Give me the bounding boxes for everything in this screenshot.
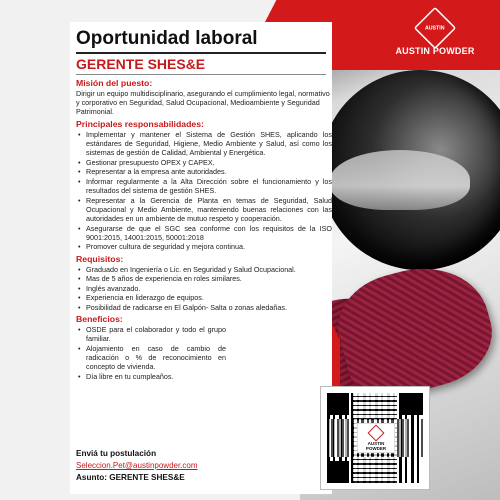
visor-image (330, 150, 470, 210)
list-item: • Graduado en Ingeniería o Lic. en Seguridad y Salud Ocupacional. (76, 265, 332, 274)
responsabilidades-list (76, 130, 332, 252)
list-item: • Representar a la empresa ante autoridades. (76, 167, 332, 176)
list-item: • OSDE para el colaborador y todo el grupo familiar. (76, 325, 226, 343)
list-item: • Promover cultura de seguridad y mejora continua. (76, 242, 332, 251)
qr-logo-icon (368, 425, 385, 442)
page-title: Oportunidad laboral (76, 28, 258, 49)
list-item: • Alojamiento en caso de cambio de radicación o % de reconocimiento en concepto de vivienda. (76, 344, 226, 372)
apply-heading: Enviá tu postulación (76, 449, 157, 458)
qr-logo-text: AUSTIN POWDER (365, 441, 387, 451)
position-title: GERENTE SHES&E (76, 56, 206, 72)
qr-logo (357, 423, 395, 453)
requisitos-heading: Requisitos: (76, 253, 124, 264)
list-item: • Día libre en tu cumpleaños. (76, 372, 226, 381)
position-divider (76, 74, 326, 75)
apply-subject: Asunto: GERENTE SHES&E (76, 473, 185, 482)
brand-name: AUSTIN POWDER (395, 46, 475, 56)
list-item: • Asegurarse de que el SGC sea conforme con los requisitos de la ISO 9001:2015, 14001:2015, 50001:2018 (76, 224, 332, 242)
job-description (76, 76, 332, 382)
apply-section (76, 448, 306, 484)
beneficios-list (76, 325, 226, 381)
logo-diamond-icon (414, 7, 456, 49)
apply-email-link[interactable]: Seleccion.Pet@austinpowder.com (76, 461, 198, 470)
mision-heading: Misión del puesto: (76, 78, 153, 88)
logo-mark-text: AUSTIN (425, 25, 445, 31)
list-item: • Gestionar presupuesto OPEX y CAPEX. (76, 158, 332, 167)
beneficios-heading: Beneficios: (76, 314, 123, 325)
list-item: • Experiencia en liderazgo de equipos. (76, 293, 332, 302)
qr-card (320, 386, 430, 490)
requisitos-list (76, 265, 332, 313)
title-divider (76, 52, 326, 54)
responsabilidades-heading: Principales responsabilidades: (76, 118, 204, 129)
list-item: • Representar a la Gerencia de Planta en temas de Seguridad, Salud Ocupacional y Medio Ambiente, manteniendo buenas relaciones con las autoridades en un ambiente de mutuo respeto y cooperación. (76, 196, 332, 224)
list-item: • Implementar y mantener el Sistema de Gestión SHES, aplicando los estándares de Seguridad, Higiene, Medio Ambiente y Salud, así como los sistemas de gestión de Calidad, Ambiental y Energética. (76, 130, 332, 158)
mision-text: Dirigir un equipo multidisciplinario, asegurando el cumplimiento legal, normativo y corporativo en Seguridad, Salud Ocupacional, Medioambiente y Seguridad Patrimonial. (76, 89, 330, 117)
list-item: • Posibilidad de radicarse en El Galpón- Salta o zonas aledañas. (76, 303, 332, 312)
brand-logo (380, 8, 490, 60)
list-item: • Informar regularmente a la Alta Dirección sobre el funcionamiento y los resultados del sistema de gestión SHES. (76, 177, 332, 195)
qr-code[interactable] (327, 393, 423, 483)
list-item: • Inglés avanzado. (76, 284, 332, 293)
list-item: • Mas de 5 años de experiencia en roles similares. (76, 274, 332, 283)
